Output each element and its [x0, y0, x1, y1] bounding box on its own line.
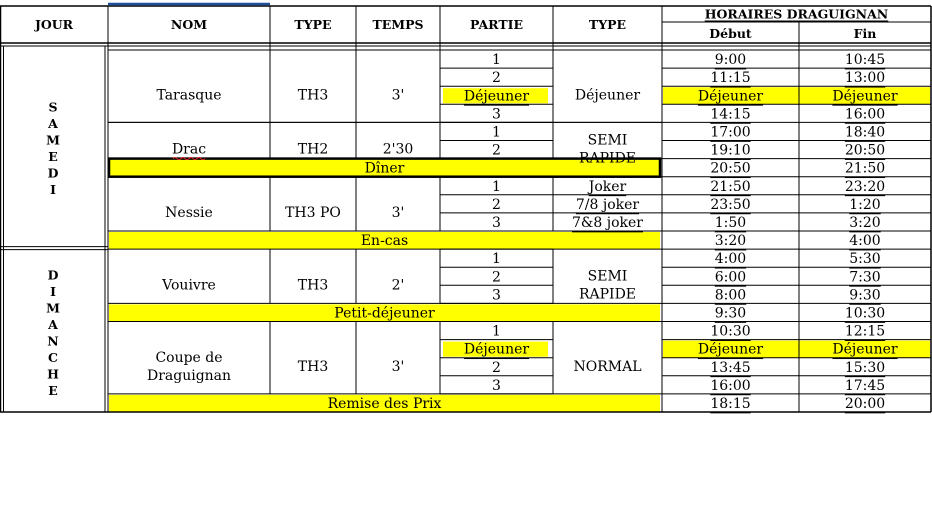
event-name: Coupe de: [155, 349, 223, 366]
debut-time: 10:30: [710, 323, 751, 340]
event-type: TH3 PO: [285, 204, 341, 221]
debut-time: Déjeuner: [697, 88, 764, 105]
fin-time: 3:20: [849, 214, 881, 231]
partie-cell: 3: [492, 214, 501, 231]
debut-time: 18:15: [710, 395, 751, 412]
day-letter: D: [47, 165, 59, 181]
fin-time: Déjeuner: [832, 341, 898, 358]
type2-cell: Joker: [588, 178, 627, 195]
event-name: Tarasque: [156, 87, 222, 104]
partie-cell: 1: [492, 251, 501, 268]
meal-band-label: Remise des Prix: [327, 395, 442, 412]
event-name: Vouivre: [162, 277, 216, 294]
fin-time: 5:30: [849, 251, 881, 268]
event-type2: NORMAL: [573, 358, 642, 375]
day-letter: A: [48, 116, 58, 132]
event-temps: 3': [391, 204, 405, 221]
fin-time: 23:20: [844, 178, 886, 195]
event-type: TH3: [297, 358, 329, 375]
fin-time: 10:45: [844, 52, 886, 69]
event-name: Drac: [171, 141, 207, 158]
day-letter: E: [48, 383, 58, 399]
header-nom: NOM: [170, 17, 208, 32]
fin-time: 20:50: [844, 142, 886, 159]
event-type2: SEMI: [587, 132, 628, 149]
day-letter: H: [47, 366, 59, 382]
partie-cell: 3: [492, 377, 501, 394]
partie-cell: 1: [492, 178, 501, 195]
fin-time: 9:30: [849, 287, 881, 304]
debut-time: 4:00: [714, 251, 747, 268]
partie-cell: 2: [492, 142, 501, 159]
header-debut: Début: [709, 26, 752, 41]
fin-time: 10:30: [844, 305, 886, 322]
debut-time: 20:50: [710, 160, 751, 177]
fin-time: 15:30: [844, 359, 886, 376]
fin-time: 1:20: [849, 196, 881, 213]
event-temps: 2'30: [382, 141, 414, 158]
debut-time: 1:50: [714, 214, 747, 231]
day-letter: S: [48, 99, 58, 115]
event-type2: SEMI: [587, 268, 628, 285]
debut-time: Déjeuner: [697, 341, 764, 358]
day-letter: N: [47, 333, 59, 349]
type2-cell: 7&8 joker: [572, 214, 643, 231]
debut-time: 13:45: [710, 359, 751, 376]
header-jour: JOUR: [34, 17, 74, 32]
debut-time: 16:00: [710, 377, 751, 394]
event-type: TH3: [297, 87, 329, 104]
event-type2: RAPIDE: [578, 150, 637, 167]
event-type2: Déjeuner: [574, 87, 641, 104]
day-letter: A: [48, 317, 58, 333]
fin-time: 16:00: [844, 106, 886, 123]
header-type: TYPE: [294, 17, 332, 32]
debut-time: 3:20: [714, 233, 747, 250]
meal-band-label: En-cas: [360, 233, 409, 250]
partie-cell: 2: [492, 269, 501, 286]
type2-cell: 7/8 joker: [575, 196, 640, 213]
fin-time: Déjeuner: [832, 88, 898, 105]
debut-time: 19:10: [710, 142, 751, 159]
fin-time: 12:15: [844, 323, 886, 340]
meal-band-label: Dîner: [364, 160, 405, 177]
event-name: Draguignan: [146, 367, 232, 384]
debut-time: 14:15: [710, 106, 751, 123]
partie-cell: Déjeuner: [463, 88, 530, 105]
event-type: TH2: [297, 141, 329, 158]
debut-time: 21:50: [710, 178, 751, 195]
fin-time: 18:40: [844, 124, 886, 141]
partie-cell: 2: [492, 196, 501, 213]
day-letter: M: [46, 132, 60, 148]
event-temps: 3': [391, 358, 405, 375]
header-horaires: HORAIRES DRAGUIGNAN: [704, 6, 889, 22]
event-type: TH3: [297, 277, 329, 294]
partie-cell: 3: [492, 106, 501, 123]
debut-time: 23:50: [710, 196, 751, 213]
debut-time: 11:15: [710, 70, 751, 87]
header-fin: Fin: [853, 26, 877, 41]
partie-cell: 1: [492, 323, 501, 340]
day-letter: D: [47, 267, 59, 283]
header-temps: TEMPS: [372, 17, 424, 32]
debut-time: 9:00: [714, 52, 747, 69]
partie-cell: 2: [492, 70, 501, 87]
event-name: Nessie: [165, 204, 213, 221]
day-letter: C: [48, 350, 58, 366]
fin-time: 21:50: [844, 160, 886, 177]
debut-time: 6:00: [714, 269, 747, 286]
partie-cell: Déjeuner: [463, 341, 530, 358]
debut-time: 17:00: [710, 124, 751, 141]
day-letter: I: [50, 284, 56, 300]
fin-time: 4:00: [849, 233, 881, 250]
debut-time: 9:30: [714, 305, 747, 322]
fin-time: 13:00: [844, 70, 886, 87]
header-type-2: TYPE: [588, 17, 627, 32]
partie-cell: 3: [492, 287, 501, 304]
event-type2: RAPIDE: [578, 286, 637, 303]
header-partie: PARTIE: [469, 17, 524, 32]
event-temps: 3': [391, 87, 405, 104]
fin-time: 7:30: [849, 269, 881, 286]
partie-cell: 2: [492, 359, 501, 376]
event-temps: 2': [391, 277, 405, 294]
day-letter: I: [50, 182, 56, 198]
fin-time: 17:45: [844, 377, 886, 394]
debut-time: 8:00: [714, 287, 747, 304]
partie-cell: 1: [492, 52, 501, 69]
meal-band-label: Petit-déjeuner: [334, 305, 435, 322]
day-letter: E: [48, 149, 58, 165]
partie-cell: 1: [492, 124, 501, 141]
day-letter: M: [46, 300, 60, 316]
fin-time: 20:00: [844, 395, 886, 412]
